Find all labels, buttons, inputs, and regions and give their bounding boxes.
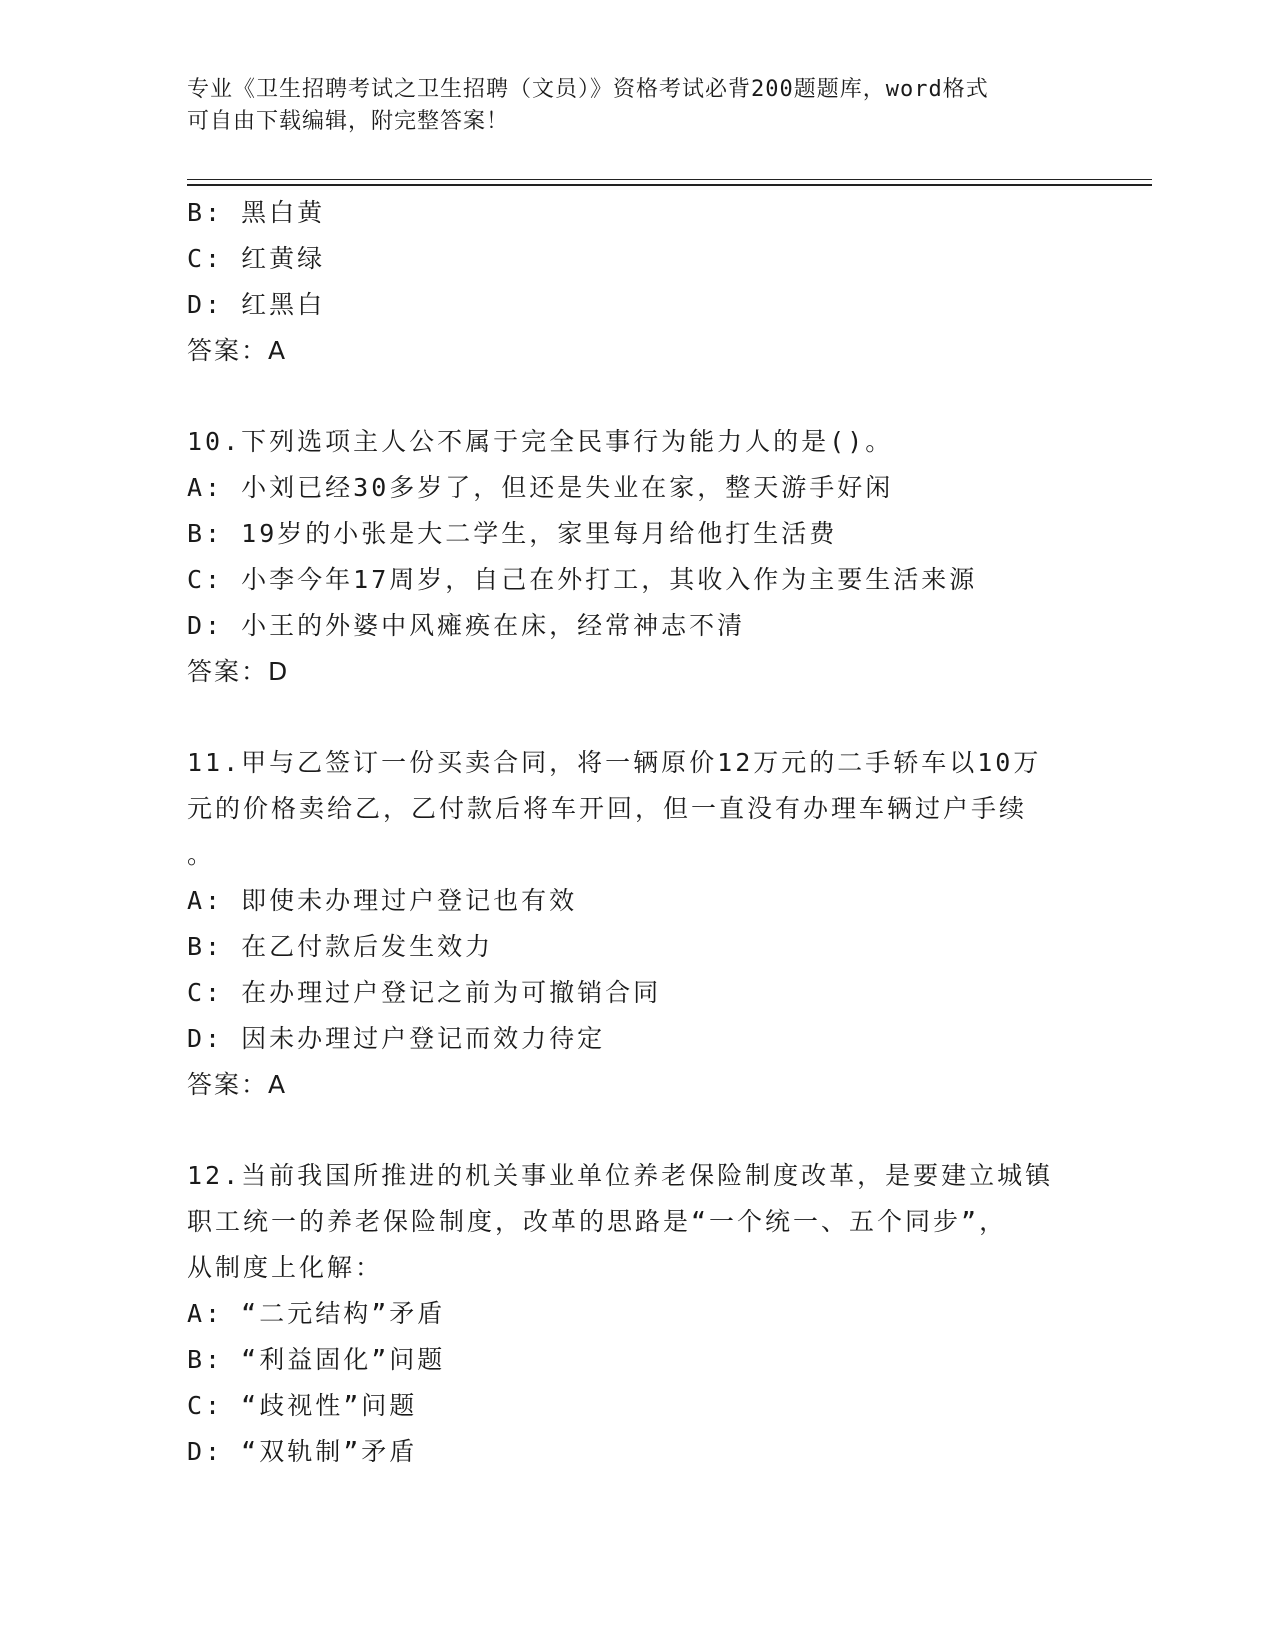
option-a: A: “二元结构”矛盾 — [187, 1299, 446, 1328]
header-rule-thin — [187, 179, 1152, 180]
option-c: C: “歧视性”问题 — [187, 1391, 418, 1420]
question-text-line: 职工统一的养老保险制度，改革的思路是“一个统一、五个同步”， — [187, 1207, 1008, 1236]
question-text-line: 从制度上化解： — [187, 1253, 384, 1282]
question-text-line: 11.甲与乙签订一份买卖合同，将一辆原价12万元的二手轿车以10万 — [187, 748, 1042, 777]
question-text — [187, 740, 1087, 878]
option-c: C: 红黄绿 — [187, 244, 326, 273]
question-12 — [187, 1153, 1087, 1475]
option-d: D: 小王的外婆中风瘫痪在床，经常神志不清 — [187, 611, 746, 640]
option-b: B: 19岁的小张是大二学生，家里每月给他打生活费 — [187, 519, 838, 548]
option-d: D: 因未办理过户登记而效力待定 — [187, 1024, 606, 1053]
question-text-line: 。 — [187, 840, 216, 869]
option-a: A: 即使未办理过户登记也有效 — [187, 886, 578, 915]
option-d: D: 红黑白 — [187, 290, 326, 319]
answer-line: 答案：A — [187, 1070, 288, 1099]
answer-line: 答案：A — [187, 336, 288, 365]
document-header — [187, 74, 1087, 138]
question-text-line: 元的价格卖给乙，乙付款后将车开回，但一直没有办理车辆过户手续 — [187, 794, 1028, 823]
header-line-2: 可自由下载编辑，附完整答案！ — [187, 109, 510, 134]
header-rule-thick — [187, 184, 1152, 186]
option-b: B: 在乙付款后发生效力 — [187, 932, 494, 961]
header-line-1: 专业《卫生招聘考试之卫生招聘（文员）》资格考试必背200题题库，word格式 — [187, 77, 989, 102]
question-11 — [187, 740, 1087, 1108]
option-b: B: 黑白黄 — [187, 198, 326, 227]
option-b: B: “利益固化”问题 — [187, 1345, 446, 1374]
option-a: A: 小刘已经30多岁了，但还是失业在家，整天游手好闲 — [187, 473, 894, 502]
question-10 — [187, 419, 1087, 695]
option-c: C: 在办理过户登记之前为可撤销合同 — [187, 978, 662, 1007]
question-list — [187, 190, 1087, 1475]
previous-question-fragment — [187, 190, 1087, 374]
answer-line: 答案：D — [187, 657, 290, 686]
question-text — [187, 419, 1087, 465]
question-text-line: 12.当前我国所推进的机关事业单位养老保险制度改革，是要建立城镇 — [187, 1161, 1054, 1190]
option-c: C: 小李今年17周岁，自己在外打工，其收入作为主要生活来源 — [187, 565, 978, 594]
question-text-line: 10.下列选项主人公不属于完全民事行为能力人的是()。 — [187, 427, 894, 456]
question-text — [187, 1153, 1087, 1291]
option-d: D: “双轨制”矛盾 — [187, 1437, 418, 1466]
